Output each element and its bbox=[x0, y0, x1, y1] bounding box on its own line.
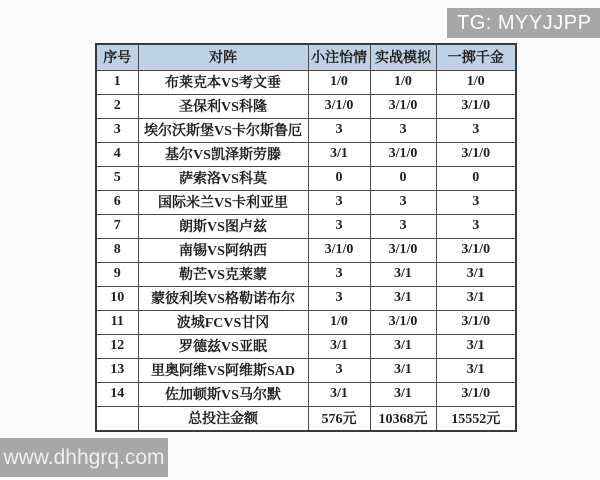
table-row bbox=[96, 214, 516, 238]
row-cell-match: 勒芒VS克莱蒙 bbox=[138, 262, 308, 286]
row-cell-small-bet: 1/0 bbox=[308, 70, 370, 94]
row-cell-small-bet: 3/1 bbox=[308, 334, 370, 358]
row-cell-big-bet: 3/1 bbox=[436, 334, 516, 358]
row-cell-index: 6 bbox=[96, 190, 138, 214]
row-cell-big-bet: 1/0 bbox=[436, 70, 516, 94]
table-row bbox=[96, 334, 516, 358]
row-cell-match: 蒙彼利埃VS格勒诺布尔 bbox=[138, 286, 308, 310]
row-cell-match: 佐加顿斯VS马尔默 bbox=[138, 382, 308, 406]
row-cell-match: 罗德兹VS亚眠 bbox=[138, 334, 308, 358]
row-cell-big-bet: 3 bbox=[436, 118, 516, 142]
row-cell-small-bet: 3 bbox=[308, 118, 370, 142]
row-cell-match: 萨索洛VS科莫 bbox=[138, 166, 308, 190]
row-cell-small-bet: 3 bbox=[308, 358, 370, 382]
row-cell-small-bet: 3/1 bbox=[308, 382, 370, 406]
row-cell-index: 5 bbox=[96, 166, 138, 190]
row-cell-match: 基尔VS凯泽斯劳滕 bbox=[138, 142, 308, 166]
row-cell-big-bet: 3/1 bbox=[436, 286, 516, 310]
row-cell-simulation: 3/1/0 bbox=[370, 94, 436, 118]
row-cell-small-bet: 3/1/0 bbox=[308, 238, 370, 262]
row-cell-big-bet: 3 bbox=[436, 190, 516, 214]
row-cell-big-bet: 3 bbox=[436, 214, 516, 238]
row-cell-big-bet: 3/1 bbox=[436, 262, 516, 286]
row-cell-index: 13 bbox=[96, 358, 138, 382]
row-cell-simulation: 3/1 bbox=[370, 382, 436, 406]
row-cell-small-bet: 3 bbox=[308, 262, 370, 286]
table-row bbox=[96, 142, 516, 166]
total-cell-simulation: 10368元 bbox=[370, 406, 436, 431]
tg-contact-banner: TG: MYYJJPP bbox=[447, 8, 600, 38]
row-cell-index: 10 bbox=[96, 286, 138, 310]
row-cell-simulation: 3 bbox=[370, 118, 436, 142]
row-cell-match: 南锡VS阿纳西 bbox=[138, 238, 308, 262]
row-cell-index: 4 bbox=[96, 142, 138, 166]
total-cell-big-bet: 15552元 bbox=[436, 406, 516, 431]
total-cell-small-bet: 576元 bbox=[308, 406, 370, 431]
row-cell-small-bet: 3/1/0 bbox=[308, 94, 370, 118]
table-row bbox=[96, 382, 516, 406]
betting-table bbox=[95, 43, 517, 432]
table-row bbox=[96, 166, 516, 190]
row-cell-simulation: 0 bbox=[370, 166, 436, 190]
total-cell-label: 总投注金额 bbox=[138, 406, 308, 431]
row-cell-index: 12 bbox=[96, 334, 138, 358]
total-cell-index bbox=[96, 406, 138, 431]
table-row bbox=[96, 190, 516, 214]
header-cell-small-bet: 小注怡情 bbox=[308, 44, 370, 70]
header-cell-simulation: 实战模拟 bbox=[370, 44, 436, 70]
row-cell-match: 布莱克本VS考文垂 bbox=[138, 70, 308, 94]
row-cell-index: 1 bbox=[96, 70, 138, 94]
row-cell-match: 波城FCVS甘冈 bbox=[138, 310, 308, 334]
row-cell-big-bet: 3/1 bbox=[436, 358, 516, 382]
row-cell-simulation: 3/1 bbox=[370, 334, 436, 358]
header-cell-big-bet: 一掷千金 bbox=[436, 44, 516, 70]
table-row bbox=[96, 118, 516, 142]
table-row bbox=[96, 262, 516, 286]
table-footer bbox=[96, 406, 516, 431]
row-cell-simulation: 1/0 bbox=[370, 70, 436, 94]
table-body bbox=[96, 70, 516, 406]
row-cell-big-bet: 3/1/0 bbox=[436, 142, 516, 166]
row-cell-big-bet: 3/1/0 bbox=[436, 382, 516, 406]
row-cell-index: 3 bbox=[96, 118, 138, 142]
header-row bbox=[96, 44, 516, 70]
row-cell-simulation: 3/1/0 bbox=[370, 310, 436, 334]
row-cell-match: 里奥阿维VS阿维斯SAD bbox=[138, 358, 308, 382]
row-cell-small-bet: 3 bbox=[308, 190, 370, 214]
row-cell-match: 国际米兰VS卡利亚里 bbox=[138, 190, 308, 214]
table-row bbox=[96, 238, 516, 262]
row-cell-index: 9 bbox=[96, 262, 138, 286]
row-cell-simulation: 3/1/0 bbox=[370, 142, 436, 166]
row-cell-index: 11 bbox=[96, 310, 138, 334]
row-cell-simulation: 3/1/0 bbox=[370, 238, 436, 262]
row-cell-big-bet: 3/1/0 bbox=[436, 94, 516, 118]
row-cell-index: 14 bbox=[96, 382, 138, 406]
header-cell-match: 对阵 bbox=[138, 44, 308, 70]
row-cell-simulation: 3/1 bbox=[370, 262, 436, 286]
row-cell-small-bet: 0 bbox=[308, 166, 370, 190]
row-cell-big-bet: 3/1/0 bbox=[436, 310, 516, 334]
row-cell-simulation: 3 bbox=[370, 214, 436, 238]
row-cell-match: 朗斯VS图卢兹 bbox=[138, 214, 308, 238]
row-cell-index: 7 bbox=[96, 214, 138, 238]
row-cell-simulation: 3/1 bbox=[370, 286, 436, 310]
row-cell-match: 埃尔沃斯堡VS卡尔斯鲁厄 bbox=[138, 118, 308, 142]
row-cell-small-bet: 3 bbox=[308, 286, 370, 310]
row-cell-small-bet: 3/1 bbox=[308, 142, 370, 166]
table-row bbox=[96, 70, 516, 94]
row-cell-index: 8 bbox=[96, 238, 138, 262]
row-cell-big-bet: 0 bbox=[436, 166, 516, 190]
row-cell-small-bet: 1/0 bbox=[308, 310, 370, 334]
site-watermark: www.dhhgrq.com bbox=[0, 438, 168, 477]
table-header bbox=[96, 44, 516, 70]
row-cell-simulation: 3/1 bbox=[370, 358, 436, 382]
header-cell-index: 序号 bbox=[96, 44, 138, 70]
row-cell-big-bet: 3/1/0 bbox=[436, 238, 516, 262]
table-row bbox=[96, 358, 516, 382]
row-cell-index: 2 bbox=[96, 94, 138, 118]
table-row bbox=[96, 286, 516, 310]
row-cell-match: 圣保利VS科隆 bbox=[138, 94, 308, 118]
total-row bbox=[96, 406, 516, 431]
row-cell-simulation: 3 bbox=[370, 190, 436, 214]
table-row bbox=[96, 310, 516, 334]
table-row bbox=[96, 94, 516, 118]
row-cell-small-bet: 3 bbox=[308, 214, 370, 238]
